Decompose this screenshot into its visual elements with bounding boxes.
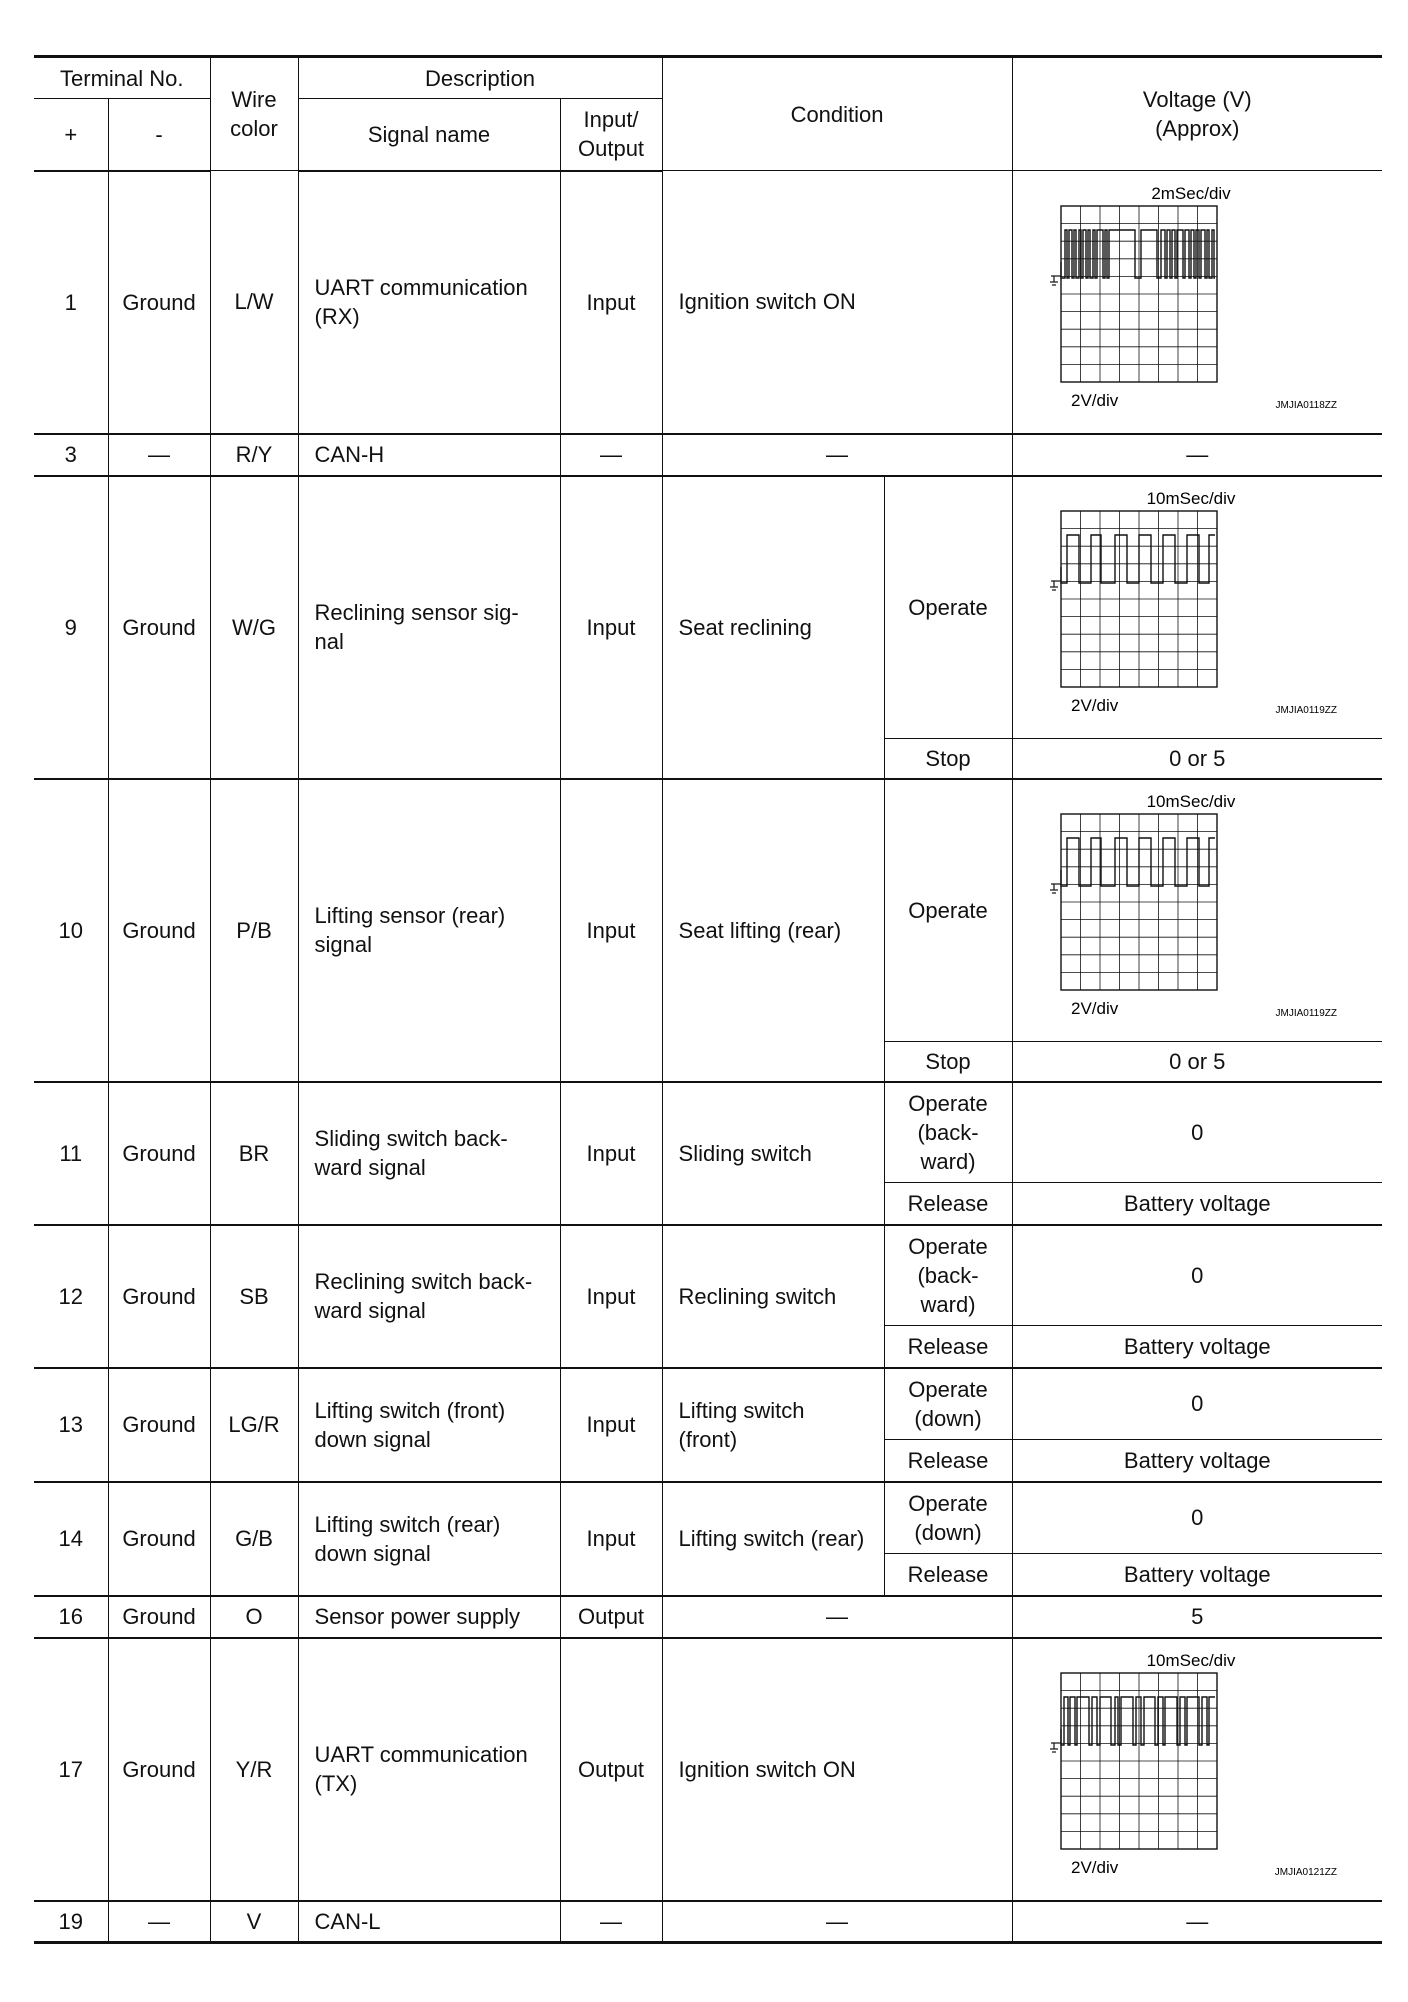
waveform-trace: [1061, 1697, 1215, 1745]
terminal-minus: Ground: [108, 171, 210, 434]
condition-state: Operate (back- ward): [884, 1082, 1012, 1183]
condition: Lifting switch (rear): [662, 1482, 884, 1596]
terminal-plus: 16: [34, 1596, 108, 1638]
terminal-minus: Ground: [108, 476, 210, 779]
input-output: —: [560, 434, 662, 476]
condition-state: Release: [884, 1554, 1012, 1596]
timebase-label: 2mSec/div: [1151, 185, 1231, 203]
voltage: Battery voltage: [1012, 1326, 1382, 1368]
condition-state: Release: [884, 1440, 1012, 1482]
table-row: [34, 171, 1382, 434]
terminal-plus: 19: [34, 1901, 108, 1943]
condition-state: Operate (down): [884, 1368, 1012, 1440]
table-row: [34, 1901, 1382, 1943]
condition: Reclining switch: [662, 1225, 884, 1368]
timebase-label: 10mSec/div: [1146, 1653, 1236, 1670]
oscilloscope-grid: [1050, 206, 1217, 382]
vdiv-label: 2V/div: [1071, 999, 1119, 1019]
signal-name: Lifting sensor (rear) signal: [298, 779, 560, 1082]
oscilloscope-waveform: [1037, 186, 1357, 418]
condition: Ignition switch ON: [662, 171, 1012, 434]
terminal-plus: 3: [34, 434, 108, 476]
voltage: 0 or 5: [1012, 1042, 1382, 1082]
signal-name: UART communication (TX): [298, 1638, 560, 1901]
terminal-minus: Ground: [108, 1368, 210, 1482]
wire-color: P/B: [210, 779, 298, 1082]
terminal-table: [34, 55, 1382, 1944]
voltage: 5: [1012, 1596, 1382, 1638]
input-output: Output: [560, 1638, 662, 1901]
voltage: Battery voltage: [1012, 1183, 1382, 1225]
terminal-minus: Ground: [108, 1596, 210, 1638]
waveform-trace: [1061, 230, 1215, 278]
condition: —: [662, 434, 1012, 476]
terminal-minus: —: [108, 434, 210, 476]
timebase-label: 10mSec/div: [1146, 491, 1236, 509]
voltage-waveform-cell: [1012, 476, 1382, 739]
input-output: —: [560, 1901, 662, 1943]
condition-state: Operate: [884, 779, 1012, 1042]
input-output: Input: [560, 1482, 662, 1596]
signal-name: Lifting switch (front) down signal: [298, 1368, 560, 1482]
oscilloscope-grid: [1050, 511, 1217, 687]
oscilloscope-grid: [1050, 814, 1217, 990]
header-input-output: Input/ Output: [560, 99, 662, 171]
wire-color: BR: [210, 1082, 298, 1225]
wire-color: V: [210, 1901, 298, 1943]
voltage-waveform-cell: [1012, 171, 1382, 434]
terminal-plus: 13: [34, 1368, 108, 1482]
terminal-minus: —: [108, 1901, 210, 1943]
input-output: Input: [560, 171, 662, 434]
header-wire-color: Wire color: [210, 57, 298, 171]
figure-code: JMJIA0119ZZ: [1275, 1008, 1338, 1020]
terminal-plus: 14: [34, 1482, 108, 1596]
header-signal-name: Signal name: [298, 99, 560, 171]
oscilloscope-waveform: [1037, 1653, 1357, 1885]
wire-color: W/G: [210, 476, 298, 779]
signal-name: CAN-H: [298, 434, 560, 476]
table-row: [34, 1368, 1382, 1440]
input-output: Output: [560, 1596, 662, 1638]
input-output: Input: [560, 1082, 662, 1225]
timebase-label: 10mSec/div: [1146, 794, 1236, 812]
table-row: [34, 1482, 1382, 1554]
signal-name: CAN-L: [298, 1901, 560, 1943]
terminal-plus: 1: [34, 171, 108, 434]
terminal-plus: 11: [34, 1082, 108, 1225]
voltage: Battery voltage: [1012, 1440, 1382, 1482]
terminal-minus: Ground: [108, 1082, 210, 1225]
voltage: —: [1012, 434, 1382, 476]
signal-name: Sliding switch back- ward signal: [298, 1082, 560, 1225]
terminal-plus: 10: [34, 779, 108, 1082]
wire-color: L/W: [210, 171, 298, 434]
table-row: [34, 1638, 1382, 1901]
vdiv-label: 2V/div: [1071, 390, 1119, 410]
signal-name: Reclining switch back- ward signal: [298, 1225, 560, 1368]
condition-state: Release: [884, 1183, 1012, 1225]
voltage: 0: [1012, 1225, 1382, 1326]
terminal-plus: 9: [34, 476, 108, 779]
voltage-waveform-cell: [1012, 1638, 1382, 1901]
vdiv-label: 2V/div: [1071, 696, 1119, 716]
figure-code: JMJIA0119ZZ: [1275, 705, 1338, 717]
condition: Ignition switch ON: [662, 1638, 1012, 1901]
input-output: Input: [560, 476, 662, 779]
signal-name: Lifting switch (rear) down signal: [298, 1482, 560, 1596]
condition-state: Operate (back- ward): [884, 1225, 1012, 1326]
waveform-trace: [1061, 838, 1215, 886]
table-row: [34, 1596, 1382, 1638]
voltage: 0: [1012, 1368, 1382, 1440]
input-output: Input: [560, 779, 662, 1082]
wire-color: R/Y: [210, 434, 298, 476]
voltage: —: [1012, 1901, 1382, 1943]
vdiv-label: 2V/div: [1071, 1858, 1119, 1877]
wire-color: G/B: [210, 1482, 298, 1596]
header-plus: +: [34, 99, 108, 171]
signal-name: Sensor power supply: [298, 1596, 560, 1638]
table-row: [34, 1082, 1382, 1183]
signal-name: UART communication (RX): [298, 171, 560, 434]
wire-color: SB: [210, 1225, 298, 1368]
condition-state: Stop: [884, 739, 1012, 779]
oscilloscope-waveform: [1037, 794, 1357, 1026]
condition: Seat lifting (rear): [662, 779, 884, 1082]
wire-color: Y/R: [210, 1638, 298, 1901]
figure-code: JMJIA0118ZZ: [1275, 399, 1338, 411]
condition: —: [662, 1596, 1012, 1638]
condition: Seat reclining: [662, 476, 884, 779]
input-output: Input: [560, 1368, 662, 1482]
voltage: 0: [1012, 1082, 1382, 1183]
terminal-minus: Ground: [108, 1482, 210, 1596]
condition: Lifting switch (front): [662, 1368, 884, 1482]
terminal-minus: Ground: [108, 1638, 210, 1901]
table-row: [34, 434, 1382, 476]
condition-state: Operate (down): [884, 1482, 1012, 1554]
header-minus: -: [108, 99, 210, 171]
voltage-waveform-cell: [1012, 779, 1382, 1042]
header-terminal-no: Terminal No.: [34, 57, 210, 99]
condition: Sliding switch: [662, 1082, 884, 1225]
terminal-plus: 17: [34, 1638, 108, 1901]
terminal-minus: Ground: [108, 1225, 210, 1368]
signal-name: Reclining sensor sig- nal: [298, 476, 560, 779]
voltage: 0 or 5: [1012, 739, 1382, 779]
condition-state: Release: [884, 1326, 1012, 1368]
table-row: [34, 1225, 1382, 1326]
voltage: Battery voltage: [1012, 1554, 1382, 1596]
condition-state: Stop: [884, 1042, 1012, 1082]
terminal-minus: Ground: [108, 779, 210, 1082]
wire-color: LG/R: [210, 1368, 298, 1482]
header-description: Description: [298, 57, 662, 99]
condition: —: [662, 1901, 1012, 1943]
figure-code: JMJIA0121ZZ: [1275, 1867, 1338, 1878]
table-row: [34, 779, 1382, 1042]
terminal-plus: 12: [34, 1225, 108, 1368]
header-voltage: Voltage (V) (Approx): [1012, 57, 1382, 171]
oscilloscope-waveform: [1037, 491, 1357, 723]
condition-state: Operate: [884, 476, 1012, 739]
voltage: 0: [1012, 1482, 1382, 1554]
table-row: [34, 476, 1382, 739]
waveform-trace: [1061, 535, 1215, 583]
input-output: Input: [560, 1225, 662, 1368]
header-condition: Condition: [662, 57, 1012, 171]
wire-color: O: [210, 1596, 298, 1638]
